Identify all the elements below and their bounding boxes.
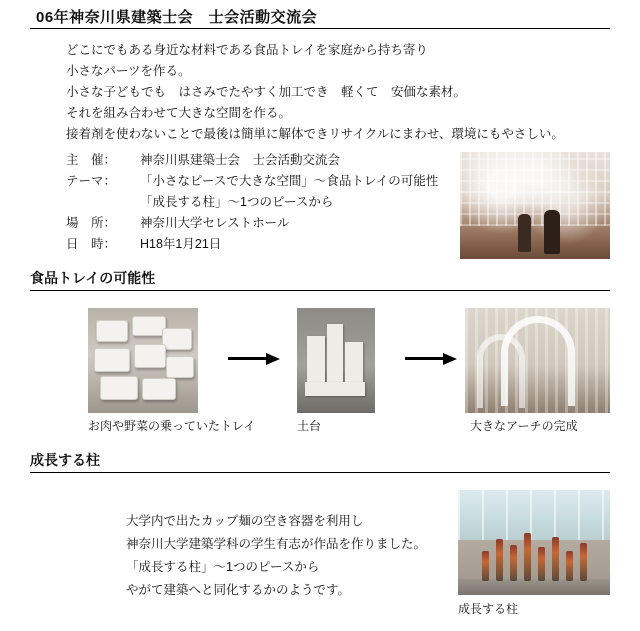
pillar-column	[538, 547, 545, 581]
info-row-theme	[66, 171, 506, 192]
info-value: 「小さなピースで大きな空間」〜食品トレイの可能性	[140, 174, 439, 188]
process-photo-trays	[88, 308, 198, 413]
pillar-column	[524, 533, 531, 581]
process-arrow-icon	[228, 353, 282, 365]
pillar-body-line: 「成長する柱」〜1つのピースから	[126, 560, 320, 574]
pillar-column	[496, 539, 503, 581]
info-theme-subline: 「成長する柱」〜1つのピースから	[140, 195, 334, 209]
tray-item	[100, 376, 138, 400]
pillar-column	[482, 551, 489, 581]
info-row-venue	[66, 213, 506, 234]
section-heading-pillar: 成長する柱	[30, 452, 100, 468]
arrow-head	[266, 353, 280, 365]
tray-item	[162, 328, 192, 350]
info-value: H18年1月21日	[140, 237, 222, 251]
process-photo-arch-image	[465, 308, 610, 413]
arch-structure	[477, 334, 525, 408]
pillar-body-line: 神奈川大学建築学科の学生有志が作品を作りました。	[126, 537, 427, 551]
section-heading-tray: 食品トレイの可能性	[30, 270, 156, 286]
tray-item	[166, 356, 194, 378]
intro-line: 小さな子どもでも はさみでたやすく加工でき 軽くて 安価な素材。	[66, 85, 467, 99]
process-photo-base-image	[297, 308, 375, 413]
pillar-column	[566, 551, 573, 581]
pillar-column	[552, 537, 559, 581]
pillars-photo	[458, 490, 610, 595]
arrow-shaft	[228, 357, 268, 360]
intro-line: 小さなパーツを作る。	[66, 64, 191, 78]
photo-caption: 土台	[297, 419, 322, 433]
photo-caption: 大きなアーチの完成	[470, 419, 578, 433]
photo-caption: お肉や野菜の乗っていたトレイ	[88, 419, 256, 433]
intro-line: どこにでもある身近な材料である食品トレイを家庭から持ち寄り	[66, 43, 428, 57]
info-label: テーマ：	[66, 174, 117, 188]
floor-shadow	[458, 579, 610, 595]
info-label: 場 所：	[66, 216, 117, 230]
pillar-column	[580, 543, 587, 581]
base-block	[305, 382, 365, 396]
intro-line: それを組み合わせて大きな空間を作る。	[66, 106, 292, 120]
photo-caption: 成長する柱	[458, 602, 519, 616]
pillar-body-line: 大学内で出たカップ麺の空き容器を利用し	[126, 514, 364, 528]
process-arrow-icon	[405, 353, 459, 365]
info-value: 神奈川大学セレストホール	[140, 216, 290, 230]
section-divider	[30, 472, 610, 473]
visitor-figure	[544, 210, 560, 254]
page-title: 06年神奈川県建築士会 士会活動交流会	[36, 9, 318, 26]
intro-paragraph	[66, 40, 566, 145]
process-photo-arch	[465, 308, 610, 413]
process-photo-base	[297, 308, 375, 413]
info-row-organizer	[66, 150, 506, 171]
pillar-body-line: やがて建築へと同化するかのようです。	[126, 583, 351, 597]
hero-photo	[460, 152, 610, 259]
title-divider	[30, 28, 610, 29]
base-block	[345, 342, 363, 382]
pillars-photo-image	[458, 490, 610, 595]
tray-item	[142, 378, 176, 400]
process-photo-trays-image	[88, 308, 198, 413]
info-label: 日 時：	[66, 237, 117, 251]
window-wall	[458, 490, 610, 540]
info-value: 神奈川県建築士会 士会活動交流会	[140, 153, 341, 167]
arrow-head	[443, 353, 457, 365]
info-label: 主 催：	[66, 153, 117, 167]
pillar-column	[510, 545, 517, 581]
intro-line: 接着剤を使わないことで最後は簡単に解体できリサイクルにまわせ、環境にもやさしい。	[66, 127, 564, 141]
tray-item	[134, 344, 166, 368]
base-block	[307, 336, 325, 382]
pillar-body-text	[126, 510, 446, 602]
visitor-figure	[518, 214, 531, 252]
event-info-list	[66, 150, 506, 255]
tray-item	[132, 316, 166, 336]
arrow-shaft	[405, 357, 445, 360]
info-row-date	[66, 234, 506, 255]
lattice-texture	[460, 152, 610, 226]
tray-item	[94, 348, 130, 372]
base-block	[327, 324, 343, 382]
tray-item	[96, 320, 128, 342]
section-divider	[30, 290, 610, 291]
hero-photo-image	[460, 152, 610, 259]
